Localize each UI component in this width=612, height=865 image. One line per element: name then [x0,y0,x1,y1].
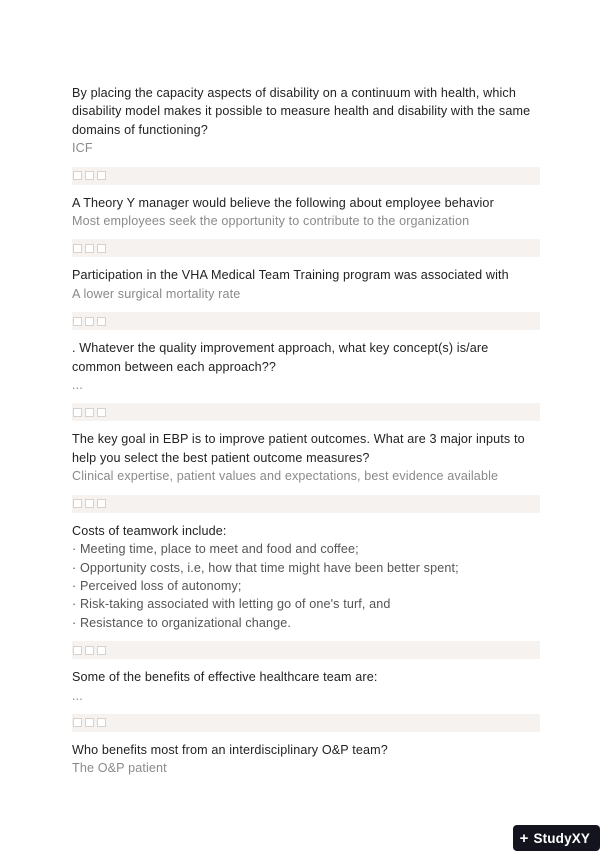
rating-box[interactable] [85,171,94,180]
question-text: Some of the benefits of effective healthcare team are: [72,670,378,685]
brand-name-xy: XY [571,830,590,846]
rating-box[interactable] [73,408,82,417]
rating-box[interactable] [85,408,94,417]
answer-text: A lower surgical mortality rate [72,286,241,301]
rating-box[interactable] [97,408,106,417]
question-text: . Whatever the quality improvement approach, what key concept(s) is/are common between each approach?? [72,341,489,374]
question-text: By placing the capacity aspects of disability on a continuum with health, which disability model makes it possible to measure health and disability with the same domains of functioning? [72,86,531,137]
rating-bar[interactable] [72,641,540,659]
qa-list [72,84,540,778]
rating-bar[interactable] [72,167,540,185]
rating-box[interactable] [85,646,94,655]
question-text: A Theory Y manager would believe the following about employee behavior [72,195,494,210]
rating-box[interactable] [97,499,106,508]
answer-text: ... [72,378,83,393]
qa-item [72,84,540,158]
rating-box[interactable] [85,244,94,253]
answer-text: The O&P patient [72,761,167,776]
rating-box[interactable] [85,718,94,727]
qa-item [72,522,540,632]
question-text: Who benefits most from an interdisciplinary O&P team? [72,742,388,757]
rating-box[interactable] [85,317,94,326]
rating-box[interactable] [85,499,94,508]
rating-box[interactable] [97,317,106,326]
rating-box[interactable] [97,244,106,253]
answer-text: Most employees seek the opportunity to contribute to the organization [72,214,470,229]
answer-text: ICF [72,141,93,156]
rating-box[interactable] [73,244,82,253]
qa-item [72,194,540,231]
answer-line: · Resistance to organizational change. [72,615,292,630]
question-text: The key goal in EBP is to improve patient outcomes. What are 3 major inputs to help you select the best patient outcome measures? [72,432,525,465]
answer-line: · Perceived loss of autonomy; [72,578,242,593]
rating-box[interactable] [97,171,106,180]
brand-name-study: Study [533,830,572,846]
plus-icon: + [519,829,529,847]
answer-text: Clinical expertise, patient values and expectations, best evidence available [72,469,499,484]
question-text: Costs of teamwork include: [72,523,227,538]
rating-box[interactable] [97,646,106,655]
studyxy-logo[interactable] [513,825,600,851]
qa-item [72,430,540,485]
rating-box[interactable] [73,317,82,326]
answer-line: · Opportunity costs, i.e, how that time might have been better spent; [72,560,459,575]
rating-bar[interactable] [72,714,540,732]
qa-item [72,339,540,394]
question-text: Participation in the VHA Medical Team Training program was associated with [72,268,509,283]
qa-item [72,741,540,778]
rating-box[interactable] [97,718,106,727]
rating-bar[interactable] [72,312,540,330]
rating-box[interactable] [73,171,82,180]
rating-bar[interactable] [72,239,540,257]
answer-line: · Risk-taking associated with letting go of one's turf, and [72,597,391,612]
rating-bar[interactable] [72,495,540,513]
rating-box[interactable] [73,499,82,508]
rating-box[interactable] [73,718,82,727]
answer-line: · Meeting time, place to meet and food and coffee; [72,542,359,557]
rating-box[interactable] [73,646,82,655]
rating-bar[interactable] [72,403,540,421]
qa-item [72,668,540,705]
qa-item [72,266,540,303]
answer-text: ... [72,688,83,703]
